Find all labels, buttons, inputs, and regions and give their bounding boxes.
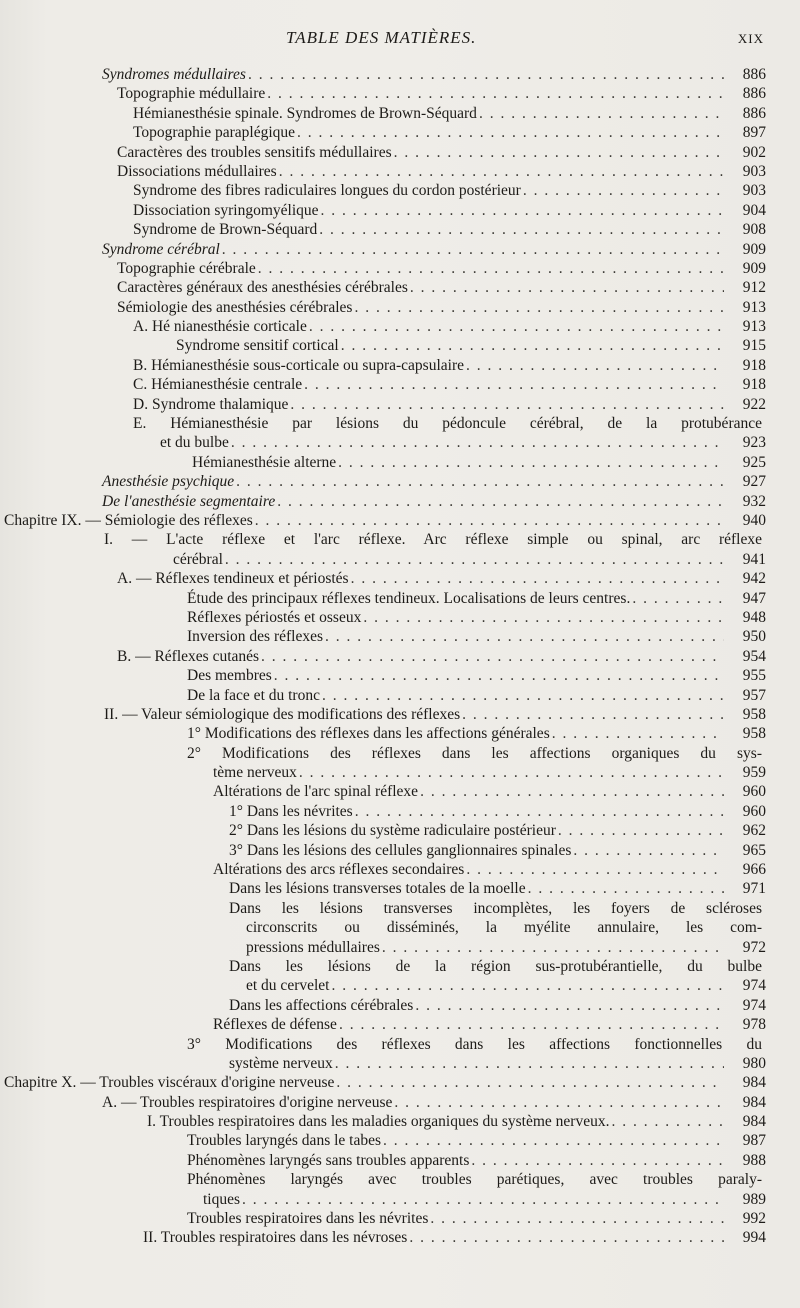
toc-entry-title: A. — Troubles respiratoires d'origine nerveuse xyxy=(102,1093,393,1111)
toc-entry-title: Topographie paraplégique xyxy=(133,124,296,142)
dot-leader xyxy=(290,395,724,414)
toc-page-number: 984 xyxy=(742,1074,766,1092)
toc-entry xyxy=(0,821,800,840)
toc-entry-title: De la face et du tronc xyxy=(187,686,320,704)
toc-entry-title: tiques xyxy=(203,1190,241,1208)
toc-entry-title: Phénomènes laryngés avec troubles parétiques, avec troubles paraly- xyxy=(187,1171,762,1189)
toc-entry-title: A. Hé nianesthésie corticale xyxy=(133,318,307,336)
toc-entry-title: Chapitre X. — Troubles viscéraux d'origine nerveuse xyxy=(4,1074,335,1092)
dot-leader xyxy=(394,143,724,162)
toc-page-number: 994 xyxy=(742,1229,766,1247)
toc-entry-title: Caractères généraux des anesthésies cérébrales xyxy=(117,279,408,297)
toc-entry xyxy=(0,123,800,142)
toc-page-number: 942 xyxy=(742,570,766,588)
toc-entry xyxy=(0,1151,800,1170)
dot-leader xyxy=(248,65,724,84)
toc-entry xyxy=(0,1093,800,1112)
toc-entry-title: Caractères des troubles sensitifs médullaires xyxy=(117,143,392,161)
toc-entry xyxy=(0,860,800,879)
toc-page-number: 909 xyxy=(742,259,766,277)
toc-entry-title: II. — Valeur sémiologique des modifications des réflexes xyxy=(104,705,461,723)
toc-page-number: 940 xyxy=(742,511,766,529)
dot-leader xyxy=(462,705,724,724)
toc-entry xyxy=(0,278,800,297)
dot-leader xyxy=(325,627,724,646)
dot-leader xyxy=(430,1209,724,1228)
dot-leader xyxy=(222,240,724,259)
dot-leader xyxy=(611,1112,724,1131)
toc-page-number: 978 xyxy=(742,1016,766,1034)
toc-entry xyxy=(0,201,800,220)
dot-leader xyxy=(471,1151,724,1170)
toc-page-number: 958 xyxy=(742,705,766,723)
dot-leader xyxy=(363,608,724,627)
dot-leader xyxy=(274,666,724,685)
dot-leader xyxy=(236,472,724,491)
toc-page-number: 927 xyxy=(742,473,766,491)
toc-entry xyxy=(0,802,800,821)
toc-entry xyxy=(0,453,800,472)
toc-page-number: 972 xyxy=(742,938,766,956)
toc-entry xyxy=(0,627,800,646)
toc-entry-title: E. Hémianesthésie par lésions du pédoncule cérébral, de la protubérance xyxy=(133,415,762,433)
dot-leader xyxy=(573,841,724,860)
toc-page-number: 923 xyxy=(742,434,766,452)
dot-leader xyxy=(267,84,724,103)
toc-page-number: 903 xyxy=(742,162,766,180)
toc-page-number: 886 xyxy=(742,104,766,122)
toc-entry-title: système nerveux xyxy=(229,1054,333,1072)
toc-page-number: 903 xyxy=(742,182,766,200)
toc-page-number: 886 xyxy=(742,66,766,83)
toc-entry xyxy=(0,65,800,84)
toc-entry-title: I. Troubles respiratoires dans les maladies organiques du système nerveux. xyxy=(147,1113,610,1131)
toc-entry xyxy=(0,84,800,103)
dot-leader xyxy=(319,220,724,239)
toc-page-number: 925 xyxy=(742,453,766,471)
toc-entry xyxy=(0,240,800,259)
toc-entry-title: B. Hémianesthésie sous-corticale ou supra-capsulaire xyxy=(133,356,464,374)
toc-entry xyxy=(0,317,800,336)
toc-page-number: 941 xyxy=(742,550,766,568)
toc-entry xyxy=(0,957,800,996)
toc-page-number: 955 xyxy=(742,667,766,685)
toc-entry xyxy=(0,492,800,511)
toc-entry xyxy=(0,744,800,783)
toc-entry-title: Syndrome cérébral xyxy=(102,240,220,258)
toc-entry-title: Inversion des réflexes xyxy=(187,628,324,646)
toc-entry xyxy=(0,298,800,317)
toc-entry xyxy=(0,608,800,627)
toc-entry xyxy=(0,1131,800,1150)
dot-leader xyxy=(383,1131,724,1150)
toc-entry xyxy=(0,1112,800,1131)
toc-entry-title: Dans les lésions de la région sus-protubérantielle, du bulbe xyxy=(229,957,762,975)
toc-entry-title: 3° Dans les lésions des cellules ganglionnaires spinales xyxy=(229,841,572,859)
toc-page-number: 987 xyxy=(742,1132,766,1150)
toc-entry-title: Hémianesthésie alterne xyxy=(192,453,337,471)
toc-entry xyxy=(0,104,800,123)
dot-leader xyxy=(255,511,724,530)
toc-entry-title: tème nerveux xyxy=(213,764,297,782)
toc-entry xyxy=(0,395,800,414)
toc-page-number: 947 xyxy=(742,589,766,607)
toc-entry-title: 2° Modifications des réflexes dans les affections organiques du sys- xyxy=(187,744,762,762)
toc-entry xyxy=(0,996,800,1015)
toc-entry-title: Syndrome des fibres radiculaires longues du cordon postérieur xyxy=(133,182,521,200)
toc-entry xyxy=(0,1073,800,1092)
dot-leader xyxy=(351,569,724,588)
toc-entry-title: A. — Réflexes tendineux et périostés xyxy=(117,570,349,588)
toc-page-number: 913 xyxy=(742,318,766,336)
toc-entry-title: I. — L'acte réflexe et l'arc réflexe. Arc réflexe simple ou spinal, arc réflexe xyxy=(104,531,762,549)
toc-entry-title: 2° Dans les lésions du système radiculaire postérieur xyxy=(229,822,556,840)
table-of-contents xyxy=(0,65,800,1248)
toc-entry xyxy=(0,841,800,860)
toc-entry-title: D. Syndrome thalamique xyxy=(133,395,289,413)
toc-page-number: 965 xyxy=(742,841,766,859)
toc-entry-title: Topographie médullaire xyxy=(117,85,266,103)
toc-page-number: 908 xyxy=(742,221,766,239)
toc-page-number: 989 xyxy=(742,1190,766,1208)
toc-entry xyxy=(0,724,800,743)
toc-entry xyxy=(0,220,800,239)
dot-leader xyxy=(297,123,724,142)
toc-entry-title: II. Troubles respiratoires dans les névroses xyxy=(143,1229,408,1247)
toc-entry xyxy=(0,686,800,705)
toc-page-number: 918 xyxy=(742,356,766,374)
toc-entry xyxy=(0,181,800,200)
dot-leader xyxy=(466,356,724,375)
dot-leader xyxy=(339,1015,724,1034)
dot-leader xyxy=(523,181,724,200)
toc-entry-title: Phénomènes laryngés sans troubles apparents xyxy=(187,1151,470,1169)
toc-page-number: 992 xyxy=(742,1210,766,1228)
dot-leader xyxy=(322,686,724,705)
toc-page-number: 957 xyxy=(742,686,766,704)
toc-entry-title: Troubles laryngés dans le tabes xyxy=(187,1132,382,1150)
toc-page-number: 959 xyxy=(742,764,766,782)
toc-entry-title: 1° Modifications des réflexes dans les affections générales xyxy=(187,725,550,743)
toc-page-number: 922 xyxy=(742,395,766,413)
dot-leader xyxy=(355,802,724,821)
toc-entry-title: cérébral xyxy=(173,550,223,568)
dot-leader xyxy=(231,433,724,452)
toc-entry-title: B. — Réflexes cutanés xyxy=(117,647,260,665)
dot-leader xyxy=(225,550,724,569)
dot-leader xyxy=(354,298,724,317)
toc-entry-title: De l'anesthésie segmentaire xyxy=(102,492,276,510)
toc-page-number: 909 xyxy=(742,240,766,258)
toc-entry xyxy=(0,414,800,453)
toc-page-number: 948 xyxy=(742,608,766,626)
dot-leader xyxy=(321,201,724,220)
toc-entry xyxy=(0,589,800,608)
dot-leader xyxy=(335,1054,724,1073)
dot-leader xyxy=(309,317,724,336)
toc-entry xyxy=(0,1228,800,1247)
toc-entry xyxy=(0,1209,800,1228)
toc-page-number: 980 xyxy=(742,1054,766,1072)
toc-entry xyxy=(0,336,800,355)
toc-entry-title: et du bulbe xyxy=(160,434,229,452)
toc-entry xyxy=(0,530,800,569)
dot-leader xyxy=(299,763,724,782)
toc-page-number: 918 xyxy=(742,376,766,394)
toc-entry xyxy=(0,356,800,375)
toc-page-number: 897 xyxy=(742,124,766,142)
toc-entry-title: Réflexes de défense xyxy=(213,1016,337,1034)
toc-entry xyxy=(0,782,800,801)
toc-entry-title: Altérations des arcs réflexes secondaires xyxy=(213,861,465,879)
dot-leader xyxy=(528,879,724,898)
toc-entry xyxy=(0,666,800,685)
toc-page-number: 960 xyxy=(742,783,766,801)
toc-entry-title: C. Hémianesthésie centrale xyxy=(133,376,303,394)
toc-entry xyxy=(0,511,800,530)
toc-entry-title: Chapitre IX. — Sémiologie des réflexes xyxy=(4,511,253,529)
toc-entry-title: Syndrome de Brown-Séquard xyxy=(133,221,318,239)
toc-page-number: 988 xyxy=(742,1151,766,1169)
toc-entry-title: Étude des principaux réflexes tendineux. Localisations de leurs centres. xyxy=(187,589,631,607)
toc-page-number: 984 xyxy=(742,1113,766,1131)
toc-entry-title: Sémiologie des anesthésies cérébrales xyxy=(117,298,353,316)
toc-entry-title: 3° Modifications des réflexes dans les affections fonctionnelles du xyxy=(187,1035,762,1053)
toc-page-number: 984 xyxy=(742,1093,766,1111)
toc-entry xyxy=(0,1170,800,1209)
toc-entry xyxy=(0,472,800,491)
toc-entry-title: Anesthésie psychique xyxy=(102,473,235,491)
toc-entry-title: pressions médullaires xyxy=(246,938,380,956)
running-title: TABLE DES MATIÈRES. xyxy=(286,28,477,47)
toc-entry-title: Réflexes périostés et osseux xyxy=(187,608,362,626)
dot-leader xyxy=(341,336,724,355)
toc-page-number: 904 xyxy=(742,201,766,219)
toc-page-number: 912 xyxy=(742,279,766,297)
toc-entry xyxy=(0,899,800,957)
dot-leader xyxy=(409,1228,724,1247)
toc-entry-title: Dissociations médullaires xyxy=(117,162,277,180)
toc-entry xyxy=(0,143,800,162)
dot-leader xyxy=(552,724,724,743)
toc-entry-title: 1° Dans les névrites xyxy=(229,802,353,820)
toc-page-number: 974 xyxy=(742,977,766,995)
toc-page-number: 960 xyxy=(742,802,766,820)
toc-page-number: 974 xyxy=(742,996,766,1014)
dot-leader xyxy=(258,259,724,278)
dot-leader xyxy=(242,1190,724,1209)
toc-page-number: 954 xyxy=(742,647,766,665)
dot-leader xyxy=(420,782,724,801)
toc-page-number: 958 xyxy=(742,725,766,743)
toc-entry xyxy=(0,705,800,724)
toc-entry-title: Topographie cérébrale xyxy=(117,259,256,277)
toc-page-number: 913 xyxy=(742,298,766,316)
toc-entry-title: Syndrome sensitif cortical xyxy=(176,337,339,355)
toc-entry-title: Dans les affections cérébrales xyxy=(229,996,414,1014)
dot-leader xyxy=(479,104,724,123)
dot-leader xyxy=(382,938,724,957)
toc-entry-title: Dans les lésions transverses totales de la moelle xyxy=(229,880,526,898)
toc-entry-title: Dissociation syringomyélique xyxy=(133,201,319,219)
dot-leader xyxy=(331,976,724,995)
toc-page-number: 932 xyxy=(742,492,766,510)
dot-leader xyxy=(394,1093,724,1112)
dot-leader xyxy=(410,278,724,297)
dot-leader xyxy=(261,647,724,666)
toc-entry xyxy=(0,259,800,278)
toc-page-number: 971 xyxy=(742,880,766,898)
dot-leader xyxy=(632,589,724,608)
dot-leader xyxy=(466,860,724,879)
toc-entry xyxy=(0,1015,800,1034)
toc-entry xyxy=(0,569,800,588)
dot-leader xyxy=(336,1073,724,1092)
dot-leader xyxy=(304,375,724,394)
toc-page-number: 902 xyxy=(742,143,766,161)
page-header xyxy=(0,28,800,52)
toc-entry xyxy=(0,879,800,898)
toc-entry xyxy=(0,647,800,666)
dot-leader xyxy=(279,162,724,181)
dot-leader xyxy=(277,492,724,511)
dot-leader xyxy=(338,453,724,472)
toc-entry-title: et du cervelet xyxy=(246,977,330,995)
toc-entry xyxy=(0,162,800,181)
toc-page-number: 915 xyxy=(742,337,766,355)
toc-page-number: 966 xyxy=(742,861,766,879)
dot-leader xyxy=(415,996,724,1015)
toc-entry xyxy=(0,1035,800,1074)
toc-entry xyxy=(0,375,800,394)
toc-page-number: 950 xyxy=(742,628,766,646)
toc-entry-title: Syndromes médullaires xyxy=(102,66,246,83)
toc-entry-title: Des membres xyxy=(187,667,272,685)
toc-entry-title: Hémianesthésie spinale. Syndromes de Brown-Séquard xyxy=(133,104,477,122)
toc-page-number: 886 xyxy=(742,85,766,103)
page-number-roman: XIX xyxy=(737,31,764,46)
toc-entry-title: Altérations de l'arc spinal réflexe xyxy=(213,783,419,801)
toc-page-number: 962 xyxy=(742,822,766,840)
dot-leader xyxy=(558,821,724,840)
toc-entry-title: Troubles respiratoires dans les névrites xyxy=(187,1210,429,1228)
toc-entry-title: Dans les lésions transverses incomplètes, les foyers de scléroses xyxy=(229,899,762,917)
toc-entry-title: circonscrits ou disséminés, la myélite annulaire, les com- xyxy=(246,919,762,937)
